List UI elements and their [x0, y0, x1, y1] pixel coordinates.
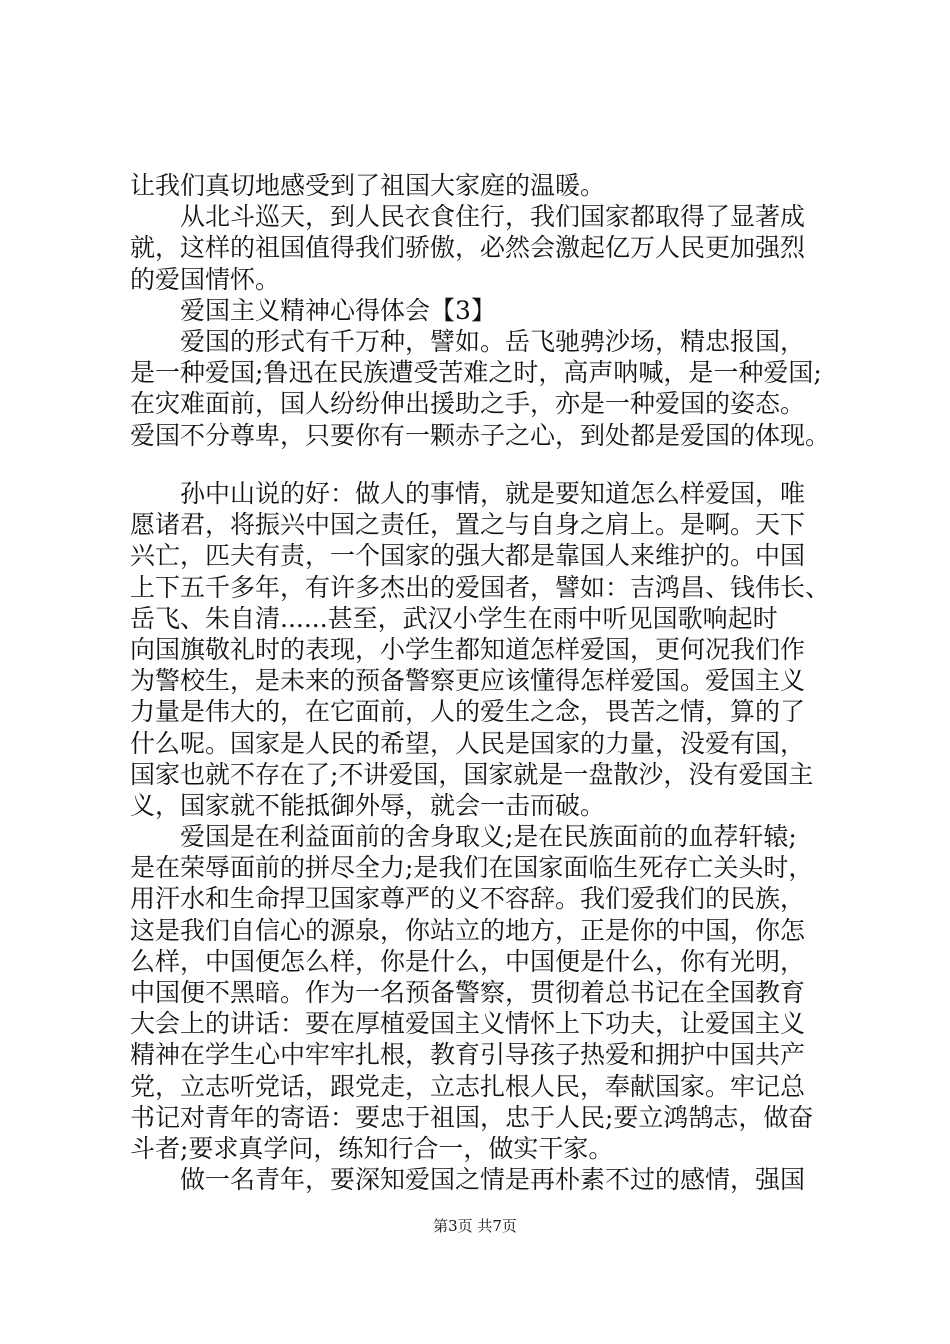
- paragraph-first-line: 孙中山说的好：做人的事情，就是要知道怎么样爱国，唯: [180, 479, 806, 508]
- text-line: 上下五千多年，有许多杰出的爱国者，譬如：吉鸿昌、钱伟长、: [130, 572, 831, 602]
- text-line: 为警校生，是未来的预备警察更应该懂得怎样爱国。爱国主义: [130, 666, 806, 696]
- text-line: 精神在学生心中牢牢扎根，教育引导孩子热爱和拥护中国共产: [130, 1040, 806, 1070]
- text-line: 兴亡，匹夫有责，一个国家的强大都是靠国人来维护的。中国: [130, 541, 806, 571]
- text-line: 大会上的讲话：要在厚植爱国主义情怀上下功夫，让爱国主义: [130, 1009, 806, 1039]
- text-line: 就，这样的祖国值得我们骄傲，必然会激起亿万人民更加强烈: [130, 233, 806, 263]
- text-line: 书记对青年的寄语：要忠于祖国，忠于人民;要立鸿鹄志，做奋: [130, 1102, 814, 1132]
- section-heading: 爱国主义精神心得体会【3】: [180, 295, 496, 325]
- text-line: 国家也就不存在了;不讲爱国，国家就是一盘散沙，没有爱国主: [130, 759, 814, 789]
- text-line: 么样，中国便怎么样，你是什么，中国便是什么，你有光明，: [130, 946, 806, 976]
- text-line: 是一种爱国;鲁迅在民族遭受苦难之时，高声呐喊，是一种爱国;: [130, 358, 822, 388]
- text-line: 这是我们自信心的源泉，你站立的地方，正是你的中国，你怎: [130, 915, 806, 945]
- text-line: 中国便不黑暗。作为一名预备警察，贯彻着总书记在全国教育: [130, 978, 806, 1007]
- text-line: 愿诸君，将振兴中国之责任，置之与自身之肩上。是啊。天下: [130, 510, 806, 540]
- paragraph-first-line: 做一名青年，要深知爱国之情是再朴素不过的感情，强国: [180, 1165, 806, 1195]
- text-block-bottom: [130, 478, 830, 1195]
- text-line: 义，国家就不能抵御外辱，就会一击而破。: [130, 790, 606, 820]
- text-line: 斗者;要求真学问，练知行合一，做实干家。: [130, 1133, 614, 1163]
- text-line: 向国旗敬礼时的表现，小学生都知道怎样爱国，更何况我们作: [130, 634, 806, 664]
- text-line: 力量是伟大的，在它面前，人的爱生之念，畏苦之情，算的了: [130, 697, 806, 727]
- text-line: 在灾难面前，国人纷纷伸出援助之手，亦是一种爱国的姿态。: [130, 389, 806, 419]
- text-line: 党，立志听党话，跟党走，立志扎根人民，奉献国家。牢记总: [130, 1071, 806, 1101]
- text-line: 爱国不分尊卑，只要你有一颗赤子之心，到处都是爱国的体现。: [130, 420, 831, 450]
- text-block-top: [130, 170, 830, 451]
- page-number-label: 第3页 共7页: [433, 1217, 517, 1235]
- text-line: 的爱国情怀。: [130, 264, 281, 294]
- paragraph-first-line: 爱国的形式有千万种，譬如。岳飞驰骋沙场，精忠报国，: [180, 326, 806, 356]
- page-footer: [0, 1216, 950, 1236]
- paragraph-first-line: 爱国是在利益面前的舍身取义;是在民族面前的血荐轩辕;: [180, 822, 797, 852]
- text-line: 让我们真切地感受到了祖国大家庭的温暖。: [130, 171, 606, 200]
- paragraph-first-line: 从北斗巡天，到人民衣食住行，我们国家都取得了显著成: [180, 202, 806, 232]
- text-line: 什么呢。国家是人民的希望，人民是国家的力量，没爱有国，: [130, 728, 806, 758]
- text-line: 是在荣辱面前的拼尽全力;是我们在国家面临生死存亡关头时，: [130, 853, 814, 883]
- text-line: 岳飞、朱自清......甚至，武汉小学生在雨中听见国歌响起时: [130, 603, 778, 633]
- text-line: 用汗水和生命捍卫国家尊严的义不容辞。我们爱我们的民族，: [130, 884, 806, 914]
